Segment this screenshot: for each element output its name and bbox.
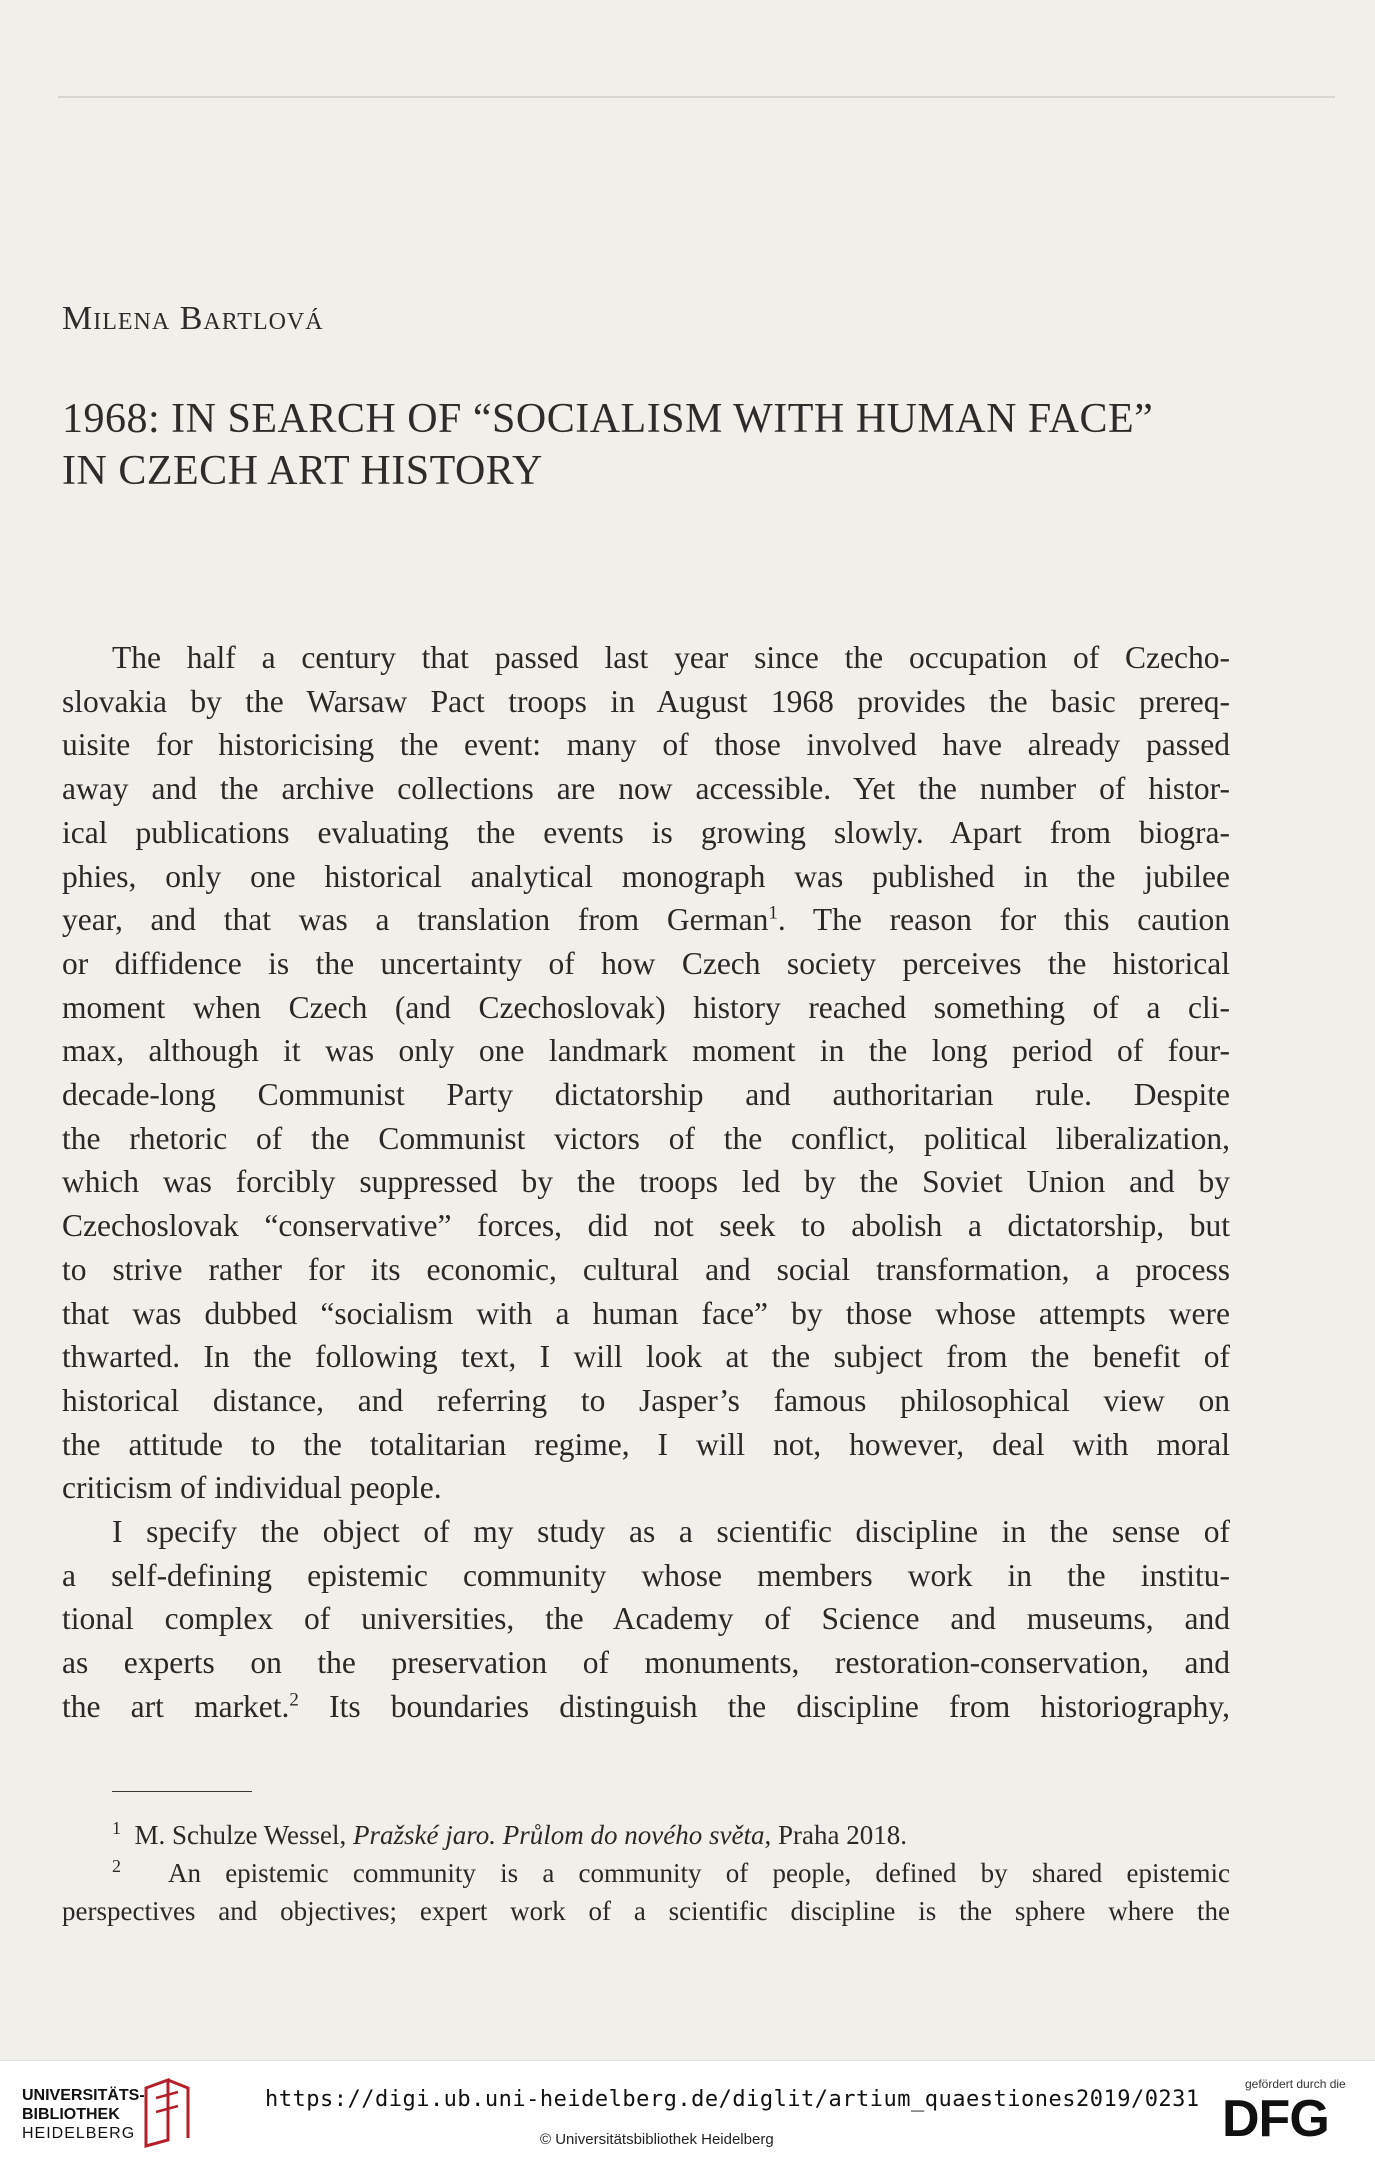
text-line: moment when Czech (and Czechoslovak) history reached something of a cli- bbox=[62, 989, 1230, 1025]
text-line: criticism of individual people. bbox=[62, 1470, 442, 1506]
text-fragment: Its boundaries distinguish the discipline from historiography, bbox=[298, 1688, 1230, 1724]
text-line: uisite for historicising the event: many of those involved have already passed bbox=[62, 727, 1230, 763]
text-line: Czechoslovak “conservative” forces, did not seek to abolish a dictatorship, but bbox=[62, 1208, 1230, 1244]
footnote-2-line-2: perspectives and objectives; expert work of a scientific discipline is the sphere where the bbox=[62, 1896, 1230, 1926]
text-line: which was forcibly suppressed by the troops led by the Soviet Union and by bbox=[62, 1164, 1230, 1200]
library-name-line-1: UNIVERSITÄTS- bbox=[22, 2087, 145, 2104]
title-line-2: IN CZECH ART HISTORY bbox=[62, 448, 543, 494]
text-line: that was dubbed “socialism with a human face” by those whose attempts were bbox=[62, 1295, 1230, 1331]
text-line: to strive rather for its economic, cultural and social transformation, a process bbox=[62, 1251, 1230, 1287]
copyright: © Universitätsbibliothek Heidelberg bbox=[540, 2131, 774, 2148]
text-line: the attitude to the totalitarian regime, I will not, however, deal with moral bbox=[62, 1426, 1230, 1462]
text-line bbox=[62, 1685, 1230, 1729]
library-name-line-3: HEIDELBERG bbox=[22, 2125, 136, 2142]
footnote-2-mark: 2 bbox=[112, 1856, 121, 1876]
footnote-1-title: Pražské jaro. Průlom do nového světa bbox=[353, 1820, 765, 1850]
text-line: The half a century that passed last year since the occupation of Czecho- bbox=[112, 640, 1230, 675]
text-line: tional complex of universities, the Academy of Science and museums, and bbox=[62, 1601, 1230, 1637]
text-line: historical distance, and referring to Jasper’s famous philosophical view on bbox=[62, 1382, 1230, 1418]
article-author: Milena Bartlová bbox=[62, 300, 324, 337]
dfg-logo: DFG bbox=[1222, 2090, 1329, 2148]
funding-label: gefördert durch die bbox=[1245, 2077, 1346, 2091]
text-line: phies, only one historical analytical monograph was published in the jubilee bbox=[62, 858, 1230, 894]
library-logo-icon bbox=[138, 2078, 194, 2148]
text-fragment: . The reason for this caution bbox=[777, 902, 1230, 938]
text-line: ical publications evaluating the events is growing slowly. Apart from biogra- bbox=[62, 814, 1230, 850]
text-line: decade-long Communist Party dictatorship and authoritarian rule. Despite bbox=[62, 1077, 1230, 1113]
article-title bbox=[62, 393, 1302, 497]
text-line: thwarted. In the following text, I will look at the subject from the benefit of bbox=[62, 1339, 1230, 1375]
footnotes bbox=[62, 1816, 1230, 1930]
text-line: I specify the object of my study as a scientific discipline in the sense of bbox=[112, 1514, 1230, 1550]
footnote-1-author: M. Schulze Wessel, bbox=[134, 1820, 354, 1850]
footnote-1 bbox=[62, 1816, 1230, 1854]
footnote-ref-2[interactable]: 2 bbox=[289, 1689, 299, 1711]
footnote-1-rest: , Praha 2018. bbox=[764, 1820, 907, 1850]
footnote-2-line-1: An epistemic community is a community of people, defined by shared epistemic bbox=[167, 1858, 1230, 1888]
footnote-separator bbox=[112, 1791, 252, 1792]
title-line-1: 1968: IN SEARCH OF “SOCIALISM WITH HUMAN FACE” bbox=[62, 396, 1154, 442]
digitization-footer bbox=[0, 2060, 1375, 2166]
library-name bbox=[22, 2086, 145, 2143]
text-line: a self-defining epistemic community whose members work in the institu- bbox=[62, 1557, 1230, 1593]
permalink[interactable]: https://digi.ub.uni-heidelberg.de/diglit/artium_quaestiones2019/0231 bbox=[265, 2087, 1200, 2112]
text-line: max, although it was only one landmark moment in the long period of four- bbox=[62, 1033, 1230, 1069]
text-fragment: year, and that was a translation from German bbox=[62, 902, 769, 938]
footnote-ref-1[interactable]: 1 bbox=[768, 902, 778, 924]
text-line: as experts on the preservation of monuments, restoration-conservation, and bbox=[62, 1645, 1230, 1681]
footnote-2 bbox=[62, 1854, 1230, 1892]
body-text bbox=[62, 636, 1230, 1729]
text-line: the rhetoric of the Communist victors of the conflict, political liberalization, bbox=[62, 1120, 1230, 1156]
text-fragment: the art market. bbox=[62, 1688, 290, 1724]
text-line bbox=[62, 898, 1230, 942]
footnote-1-mark: 1 bbox=[112, 1818, 121, 1838]
text-line: away and the archive collections are now accessible. Yet the number of histor- bbox=[62, 771, 1230, 807]
running-head-rule bbox=[58, 96, 1335, 98]
text-line: or diffidence is the uncertainty of how Czech society perceives the historical bbox=[62, 945, 1230, 981]
library-name-line-2: BIBLIOTHEK bbox=[22, 2106, 120, 2123]
text-line: slovakia by the Warsaw Pact troops in August 1968 provides the basic prereq- bbox=[62, 683, 1230, 719]
